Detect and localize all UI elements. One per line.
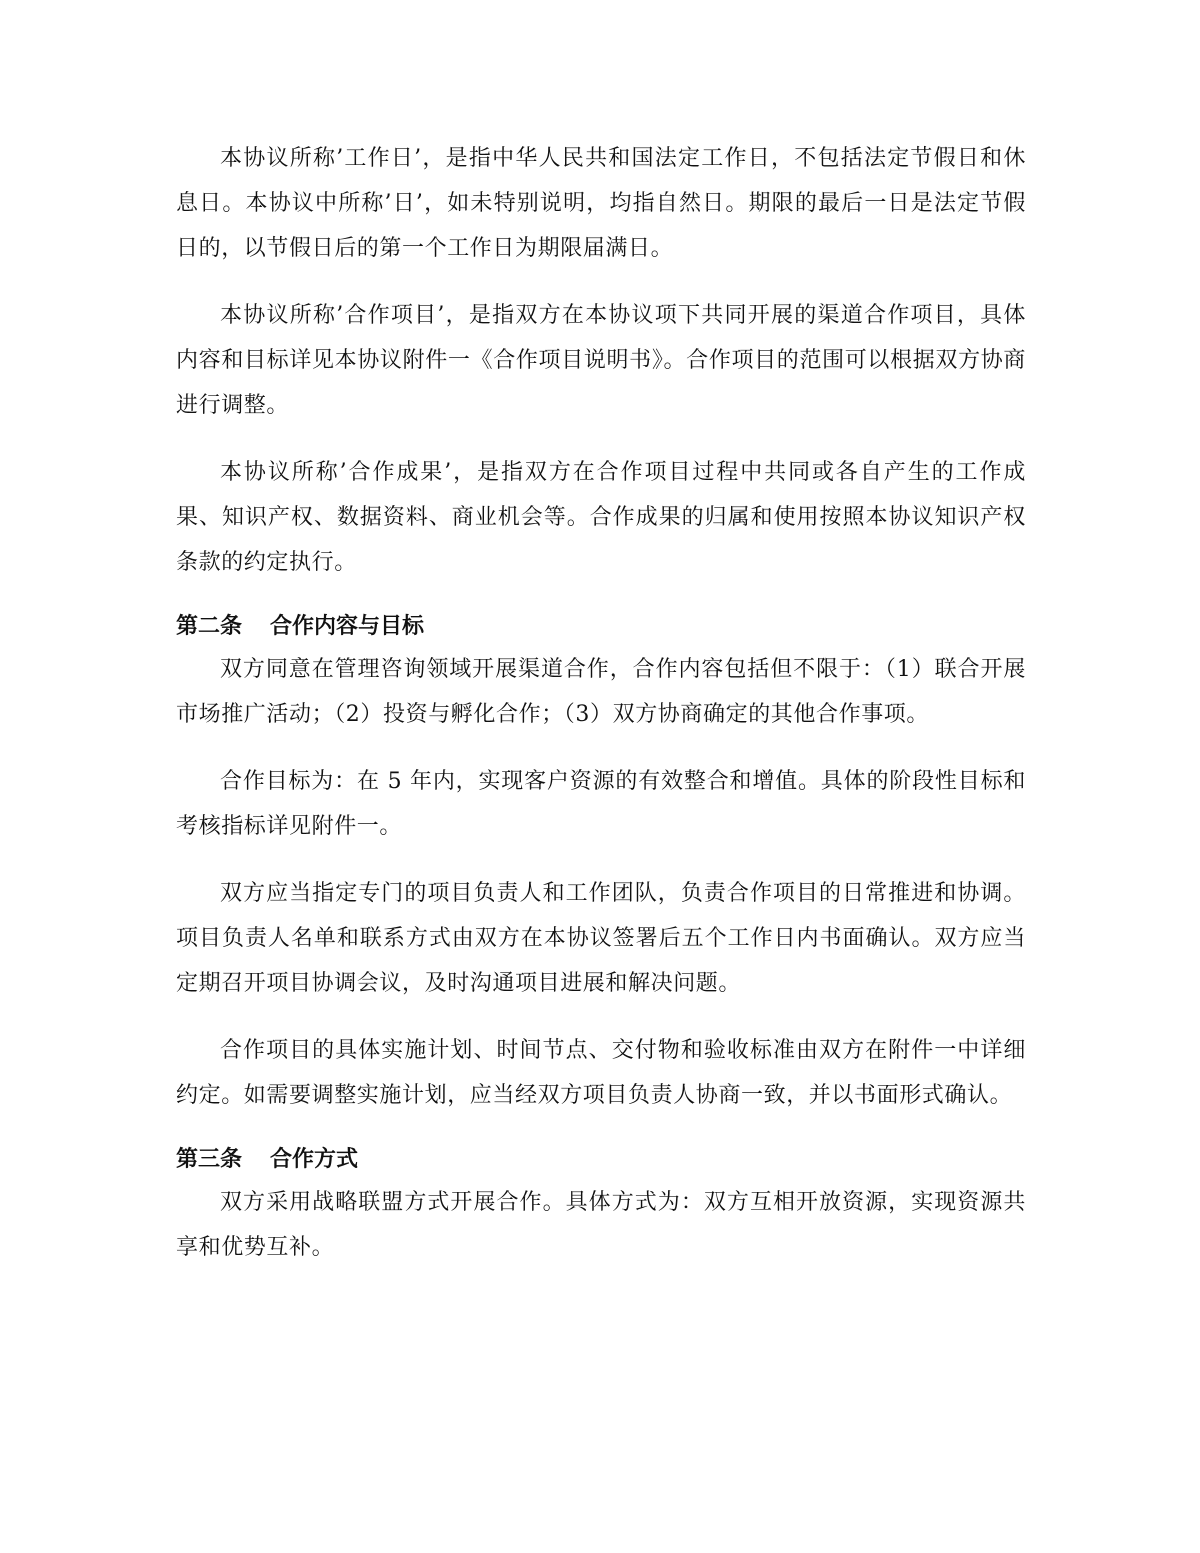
definition-results-paragraph: 本协议所称’合作成果’，是指双方在合作项目过程中共同或各自产生的工作成果、知识产权、数据资料、商业机会等。合作成果的归属和使用按照本协议知识产权条款的约定执行。 bbox=[176, 460, 1026, 575]
article-3-paragraph-1: 双方采用战略联盟方式开展合作。具体方式为：双方互相开放资源，实现资源共享和优势互补。 bbox=[176, 1190, 1026, 1260]
definition-workday-paragraph: 本协议所称’工作日’，是指中华人民共和国法定工作日，不包括法定节假日和休息日。本协议中所称’日’，如未特别说明，均指自然日。期限的最后一日是法定节假日的，以节假日后的第一个工作日为期限届满日。 bbox=[176, 146, 1026, 261]
article-2-paragraph-1: 双方同意在管理咨询领域开展渠道合作，合作内容包括但不限于：（1）联合开展市场推广活动；（2）投资与孵化合作；（3）双方协商确定的其他合作事项。 bbox=[176, 657, 1026, 727]
definition-project-paragraph: 本协议所称’合作项目’，是指双方在本协议项下共同开展的渠道合作项目，具体内容和目标详见本协议附件一《合作项目说明书》。合作项目的范围可以根据双方协商进行调整。 bbox=[176, 303, 1026, 418]
article-2-paragraph-2: 合作目标为：在 5 年内，实现客户资源的有效整合和增值。具体的阶段性目标和考核指标详见附件一。 bbox=[176, 769, 1026, 839]
article-3-title: 合作方式 bbox=[270, 1147, 359, 1172]
article-3-heading bbox=[176, 1140, 1026, 1180]
article-2-heading bbox=[176, 607, 1026, 647]
article-3-number: 第三条 bbox=[176, 1147, 243, 1172]
article-2-number: 第二条 bbox=[176, 614, 243, 639]
article-2-paragraph-4: 合作项目的具体实施计划、时间节点、交付物和验收标准由双方在附件一中详细约定。如需要调整实施计划，应当经双方项目负责人协商一致，并以书面形式确认。 bbox=[176, 1038, 1026, 1108]
article-2-paragraph-3: 双方应当指定专门的项目负责人和工作团队，负责合作项目的日常推进和协调。项目负责人名单和联系方式由双方在本协议签署后五个工作日内书面确认。双方应当定期召开项目协调会议，及时沟通项目进展和解决问题。 bbox=[176, 881, 1026, 996]
article-2-title: 合作内容与目标 bbox=[270, 614, 425, 639]
document-body bbox=[176, 136, 1026, 1292]
